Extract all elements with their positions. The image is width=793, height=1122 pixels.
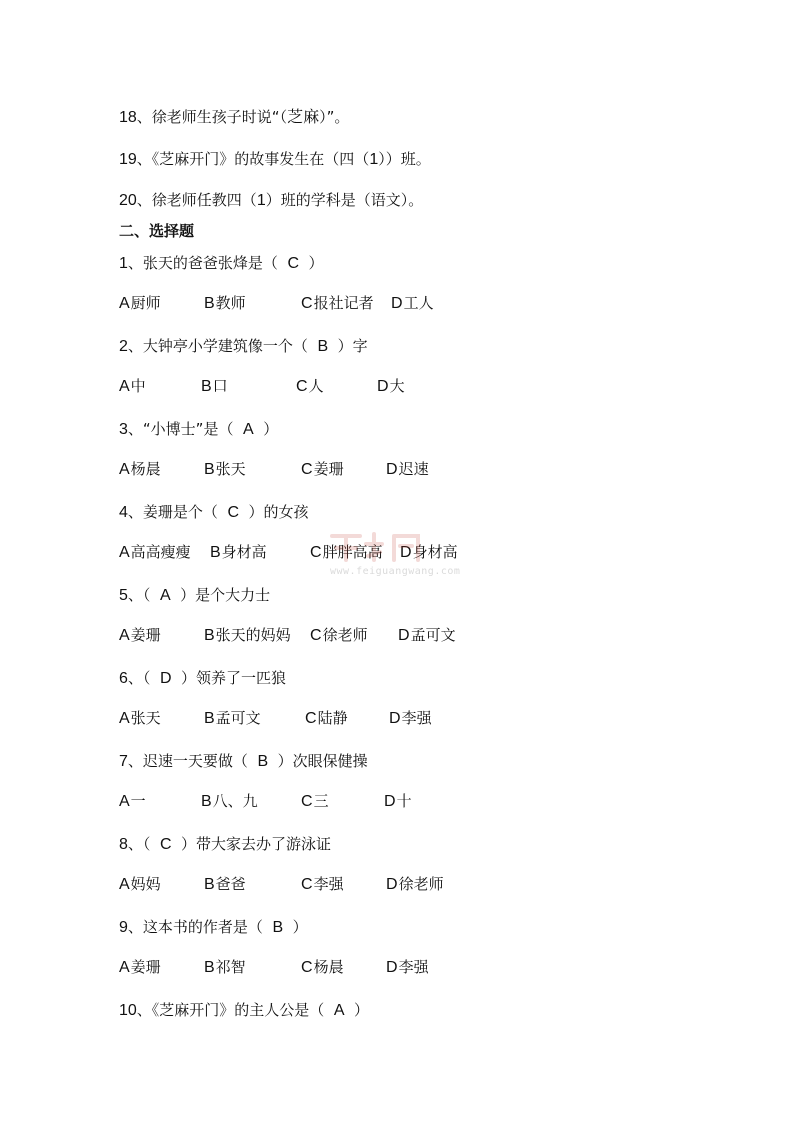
choice-option: [204, 625, 291, 646]
option-text: 八、九: [212, 792, 258, 810]
choice-option: [204, 874, 246, 895]
option-letter: B: [204, 295, 215, 312]
choice-option: [386, 874, 444, 895]
item-number: 8: [119, 836, 128, 853]
option-letter: C: [301, 793, 313, 810]
watermark: [322, 526, 462, 582]
option-text: 高高瘦瘦: [130, 543, 191, 561]
choice-option: [305, 708, 348, 729]
option-text: 李强: [313, 875, 344, 893]
item-number: 4: [119, 504, 128, 521]
choice-option: [204, 708, 261, 729]
choice-option: [119, 542, 191, 563]
option-letter: B: [201, 378, 212, 395]
item-text-after: ）的女孩: [239, 503, 309, 521]
choice-option: [204, 293, 246, 314]
option-text: 张天: [130, 709, 161, 727]
choice-option: [301, 874, 344, 895]
choice-option: [119, 459, 161, 480]
option-text: 迟速: [398, 460, 429, 478]
option-letter: A: [119, 959, 130, 976]
item-text-after: ）”。: [319, 108, 350, 126]
feiguang-watermark-logo: [322, 526, 462, 566]
option-letter: B: [204, 461, 215, 478]
choice-option: [386, 957, 429, 978]
option-letter: D: [384, 793, 396, 810]
option-letter: B: [204, 710, 215, 727]
option-text: 大: [389, 377, 405, 395]
option-letter: B: [210, 544, 221, 561]
option-letter: D: [389, 710, 401, 727]
option-text: 教师: [215, 294, 246, 312]
question-stem: [119, 419, 278, 440]
choice-option: [386, 459, 429, 480]
question-stem: [119, 253, 324, 274]
item-answer: B: [257, 753, 269, 770]
item-number: 9: [119, 919, 128, 936]
option-letter: A: [119, 461, 130, 478]
choice-option: [301, 957, 344, 978]
option-letter: D: [391, 295, 403, 312]
option-letter: C: [310, 544, 322, 561]
question-stem: [119, 751, 368, 772]
choice-option: [296, 376, 324, 397]
item-text-before: 、大钟亭小学建筑像一个（: [127, 337, 318, 355]
item-answer: B: [272, 919, 284, 936]
item-text-after: ）: [253, 420, 279, 438]
choice-option: [377, 376, 405, 397]
option-text: 徐老师: [322, 626, 368, 644]
question-stem: [119, 336, 368, 357]
choice-option: [301, 791, 329, 812]
option-letter: B: [204, 876, 215, 893]
option-text: 胖胖高高: [322, 543, 383, 561]
item-number: 7: [119, 753, 128, 770]
item-number: 19: [119, 151, 137, 168]
item-number: 2: [119, 338, 128, 355]
item-text-before: 、姜珊是个（: [127, 503, 228, 521]
choice-option: [119, 957, 161, 978]
item-text-before: 、徐老师任教四（: [136, 191, 257, 209]
item-number: 3: [119, 421, 128, 438]
option-text: 姜珊: [130, 958, 161, 976]
option-letter: C: [296, 378, 308, 395]
option-text: 身材高: [221, 543, 267, 561]
option-text: 李强: [401, 709, 432, 727]
item-text-after: ）是个大力士: [170, 586, 271, 604]
option-letter: A: [119, 378, 130, 395]
item-answer: B: [317, 338, 329, 355]
question-stem: [119, 1000, 369, 1021]
option-text: 孟可文: [410, 626, 456, 644]
item-text-after: ）: [344, 1001, 370, 1019]
option-letter: B: [201, 793, 212, 810]
option-letter: A: [119, 544, 130, 561]
option-text: 工人: [403, 294, 434, 312]
choice-option: [391, 293, 434, 314]
option-text: 身材高: [412, 543, 458, 561]
option-letter: C: [301, 959, 313, 976]
choice-option: [204, 957, 246, 978]
option-text: 报社记者: [313, 294, 374, 312]
fill-item: [119, 149, 431, 170]
choice-option: [384, 791, 412, 812]
option-text: 爸爸: [215, 875, 246, 893]
option-text: 孟可文: [215, 709, 261, 727]
option-letter: D: [398, 627, 410, 644]
option-text: 徐老师: [398, 875, 444, 893]
item-text-before: 、《芝麻开门》的故事发生在（四（: [136, 150, 370, 168]
item-text-after: ））班。: [378, 150, 431, 168]
choice-option: [119, 293, 161, 314]
item-text-after: ）领养了一匹狼: [171, 669, 287, 687]
option-text: 张天的妈妈: [215, 626, 291, 644]
item-text-before: 、徐老师生孩子时说“（: [136, 108, 288, 126]
option-letter: D: [377, 378, 389, 395]
choice-option: [119, 625, 161, 646]
choice-option: [119, 376, 146, 397]
option-letter: C: [301, 461, 313, 478]
option-letter: B: [204, 627, 215, 644]
item-text-after: ）次眼保健操: [268, 752, 368, 770]
item-answer: C: [287, 255, 300, 272]
item-answer: 芝麻: [287, 109, 320, 126]
option-text: 人: [308, 377, 324, 395]
choice-option: [301, 293, 374, 314]
option-letter: A: [119, 710, 130, 727]
choice-option: [310, 625, 368, 646]
watermark-url: www.feiguangwang.com: [330, 566, 461, 577]
option-text: 杨晨: [130, 460, 161, 478]
item-number: 1: [119, 255, 128, 272]
item-answer: C: [159, 836, 172, 853]
option-text: 一: [130, 792, 146, 810]
item-text-after: ）: [299, 254, 324, 272]
item-text-after: ）班的学科是（语文）。: [265, 191, 424, 209]
item-text-before: 、迟速一天要做（: [127, 752, 258, 770]
option-letter: B: [204, 959, 215, 976]
item-answer: C: [227, 504, 240, 521]
option-text: 口: [212, 377, 228, 395]
option-letter: C: [301, 295, 313, 312]
option-letter: C: [305, 710, 317, 727]
item-answer: A: [333, 1002, 345, 1019]
option-letter: D: [386, 461, 398, 478]
question-stem: [119, 668, 286, 689]
question-stem: [119, 834, 331, 855]
question-stem: [119, 502, 309, 523]
option-letter: A: [119, 295, 130, 312]
item-text-before: 、“小博士”是（: [127, 420, 243, 438]
option-text: 杨晨: [313, 958, 344, 976]
item-text-before: 、（: [127, 669, 160, 687]
item-number: 10: [119, 1002, 137, 1019]
item-number: 6: [119, 670, 128, 687]
section-heading: 二、选择题: [119, 222, 195, 240]
item-text-before: 、张天的爸爸张烽是（: [127, 254, 288, 272]
option-text: 姜珊: [130, 626, 161, 644]
item-answer: 1: [256, 192, 266, 209]
option-text: 妈妈: [130, 875, 161, 893]
option-letter: D: [400, 544, 412, 561]
option-text: 姜珊: [313, 460, 344, 478]
item-text-after: ）字: [328, 337, 368, 355]
choice-option: [210, 542, 267, 563]
choice-option: [301, 459, 344, 480]
option-text: 李强: [398, 958, 429, 976]
item-answer: A: [159, 587, 171, 604]
item-answer: A: [243, 421, 254, 438]
option-text: 厨师: [130, 294, 161, 312]
item-text-after: ）: [283, 918, 308, 936]
option-text: 祁智: [215, 958, 246, 976]
item-text-before: 、（: [127, 835, 160, 853]
option-letter: A: [119, 793, 130, 810]
fill-item: [119, 107, 349, 128]
choice-option: [119, 791, 146, 812]
choice-option: [389, 708, 432, 729]
option-text: 陆静: [317, 709, 348, 727]
option-letter: A: [119, 876, 130, 893]
item-text-before: 、这本书的作者是（: [127, 918, 273, 936]
item-answer: 1: [369, 151, 379, 168]
choice-option: [201, 791, 258, 812]
item-number: 20: [119, 192, 137, 209]
option-letter: C: [310, 627, 322, 644]
choice-option: [201, 376, 228, 397]
item-answer: D: [159, 670, 172, 687]
option-text: 张天: [215, 460, 246, 478]
option-letter: D: [386, 959, 398, 976]
item-number: 18: [119, 109, 137, 126]
choice-option: [119, 874, 161, 895]
option-letter: D: [386, 876, 398, 893]
item-text-after: ）带大家去办了游泳证: [171, 835, 332, 853]
option-letter: A: [119, 627, 130, 644]
item-text-before: 、《芝麻开门》的主人公是（: [136, 1001, 334, 1019]
fill-item: [119, 190, 423, 211]
choice-option: [204, 459, 246, 480]
option-letter: C: [301, 876, 313, 893]
option-text: 十: [396, 792, 412, 810]
option-text: 三: [313, 792, 329, 810]
choice-option: [119, 708, 161, 729]
question-stem: [119, 585, 270, 606]
question-stem: [119, 917, 308, 938]
choice-option: [398, 625, 456, 646]
item-number: 5: [119, 587, 128, 604]
option-text: 中: [130, 377, 146, 395]
item-text-before: 、（: [127, 586, 160, 604]
